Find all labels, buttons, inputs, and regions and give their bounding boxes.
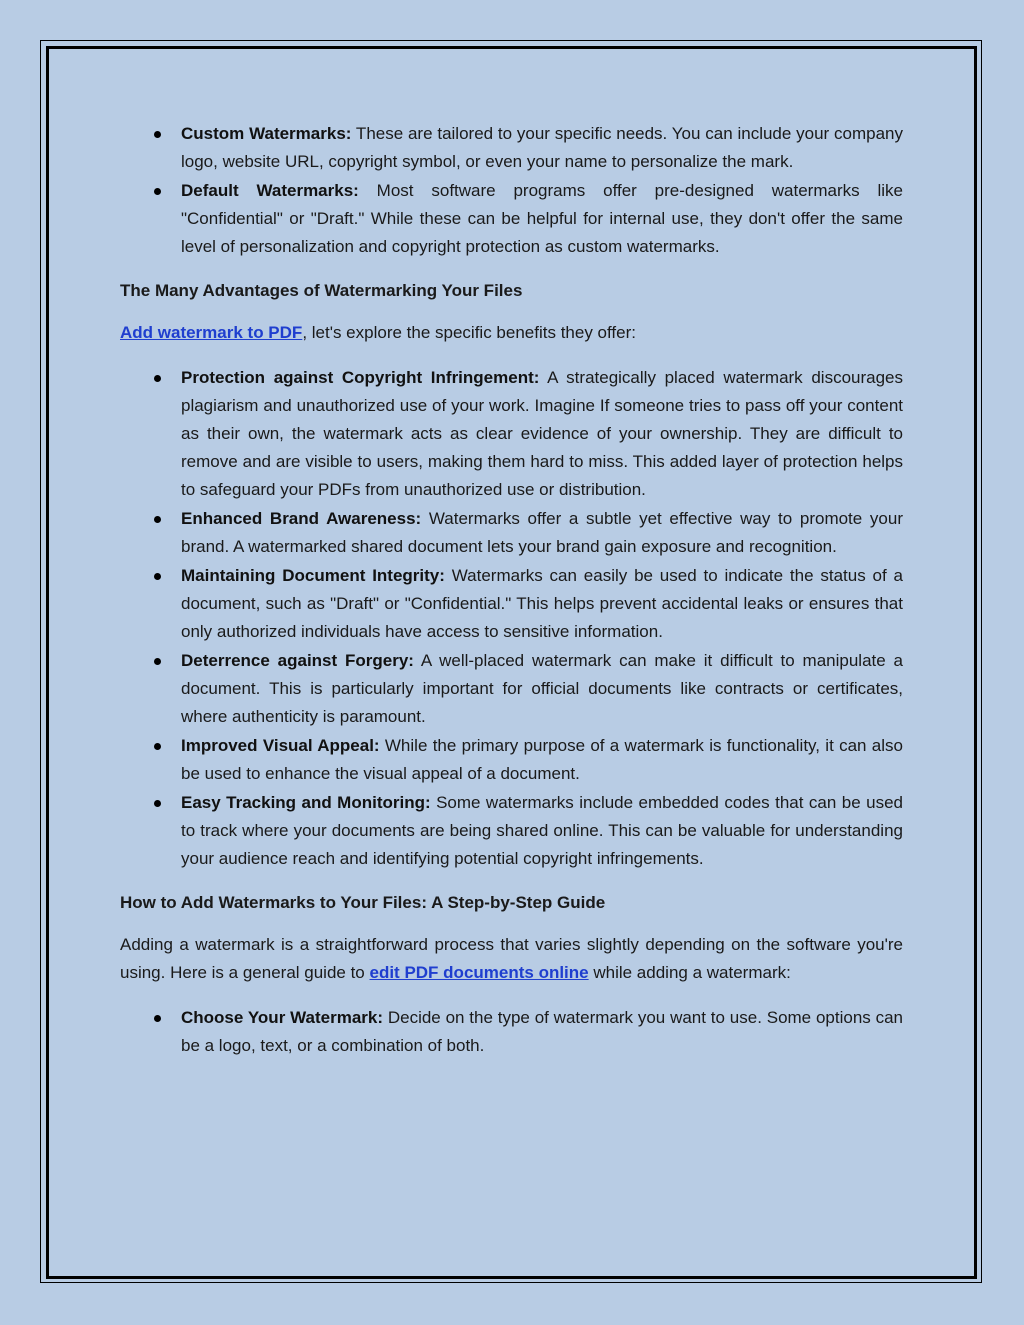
bullet-icon	[154, 1015, 161, 1022]
bullet-icon	[154, 188, 161, 195]
bullet-icon	[154, 573, 161, 580]
bullet-icon	[154, 658, 161, 665]
list-item-text: Decide on the type of watermark you want to use. Some options can be a logo, text, or a combination of both.	[181, 1008, 903, 1055]
list-item	[120, 505, 903, 561]
bullet-icon	[154, 516, 161, 523]
bullet-icon	[154, 743, 161, 750]
paragraph-text: Adding a watermark is a straightforward process that varies slightly depending on the software you're using. Here is a general guide to	[120, 935, 903, 982]
paragraph-text: , let's explore the specific benefits they offer:	[302, 323, 636, 342]
list-item-text: A strategically placed watermark discourages plagiarism and unauthorized use of your work. Imagine If someone tries to pass off your content as their own, the watermark acts as clear evidence of your ownership. They are difficult to remove and are visible to users, making them hard to miss. This added layer of protection helps to safeguard your PDFs from unauthorized use or distribution.	[181, 368, 904, 499]
list-item-text: A well-placed watermark can make it difficult to manipulate a document. This is particularly important for official documents like contracts or certificates, where authenticity is paramount.	[181, 651, 903, 726]
list-item	[120, 1004, 903, 1060]
bullet-icon	[154, 131, 161, 138]
list-item-text: While the primary purpose of a watermark is functionality, it can also be used to enhance the visual appeal of a document.	[181, 736, 903, 783]
advantages-list	[120, 364, 903, 873]
document-body	[120, 120, 903, 1061]
bullet-icon	[154, 375, 161, 382]
paragraph	[120, 319, 903, 347]
list-item-term: Deterrence against Forgery:	[181, 651, 414, 670]
section-heading: The Many Advantages of Watermarking Your Files	[120, 281, 523, 300]
list-item-term: Improved Visual Appeal:	[181, 736, 380, 755]
list-item-term: Protection against Copyright Infringement:	[181, 368, 540, 387]
list-item-term: Default Watermarks:	[181, 181, 359, 200]
list-item-text: These are tailored to your specific needs. You can include your company logo, website URL, copyright symbol, or even your name to personalize the mark.	[181, 124, 903, 171]
list-item-term: Easy Tracking and Monitoring:	[181, 793, 431, 812]
list-item-term: Enhanced Brand Awareness:	[181, 509, 422, 528]
list-item	[120, 789, 903, 873]
list-item-text: Some watermarks include embedded codes that can be used to track where your documents are being shared online. This can be valuable for understanding your audience reach and identifying potential copyright infringements.	[181, 793, 903, 868]
steps-list	[120, 1004, 903, 1060]
list-item	[120, 364, 903, 504]
add-watermark-link[interactable]: Add watermark to PDF	[120, 323, 303, 342]
paragraph	[120, 931, 903, 987]
list-item	[120, 120, 903, 176]
list-item	[120, 177, 903, 261]
list-item-term: Choose Your Watermark:	[181, 1008, 384, 1027]
list-item-term: Custom Watermarks:	[181, 124, 352, 143]
list-item	[120, 562, 903, 646]
list-item-text: Watermarks can easily be used to indicate the status of a document, such as "Draft" or "Confidential." This helps prevent accidental leaks or ensures that only authorized individuals have access to sensitive information.	[181, 566, 903, 641]
list-item	[120, 732, 903, 788]
list-item-text: Watermarks offer a subtle yet effective way to promote your brand. A watermarked shared document lets your brand gain exposure and recognition.	[181, 509, 903, 556]
paragraph-text: while adding a watermark:	[588, 963, 791, 982]
list-item	[120, 647, 903, 731]
list-item-text: Most software programs offer pre-designed watermarks like "Confidential" or "Draft." While these can be helpful for internal use, they don't offer the same level of personalization and copyright protection as custom watermarks.	[181, 181, 903, 256]
watermark-types-list	[120, 120, 903, 261]
section-heading: How to Add Watermarks to Your Files: A Step-by-Step Guide	[120, 893, 606, 912]
list-item-term: Maintaining Document Integrity:	[181, 566, 445, 585]
edit-pdf-link[interactable]: edit PDF documents online	[369, 963, 589, 982]
bullet-icon	[154, 800, 161, 807]
